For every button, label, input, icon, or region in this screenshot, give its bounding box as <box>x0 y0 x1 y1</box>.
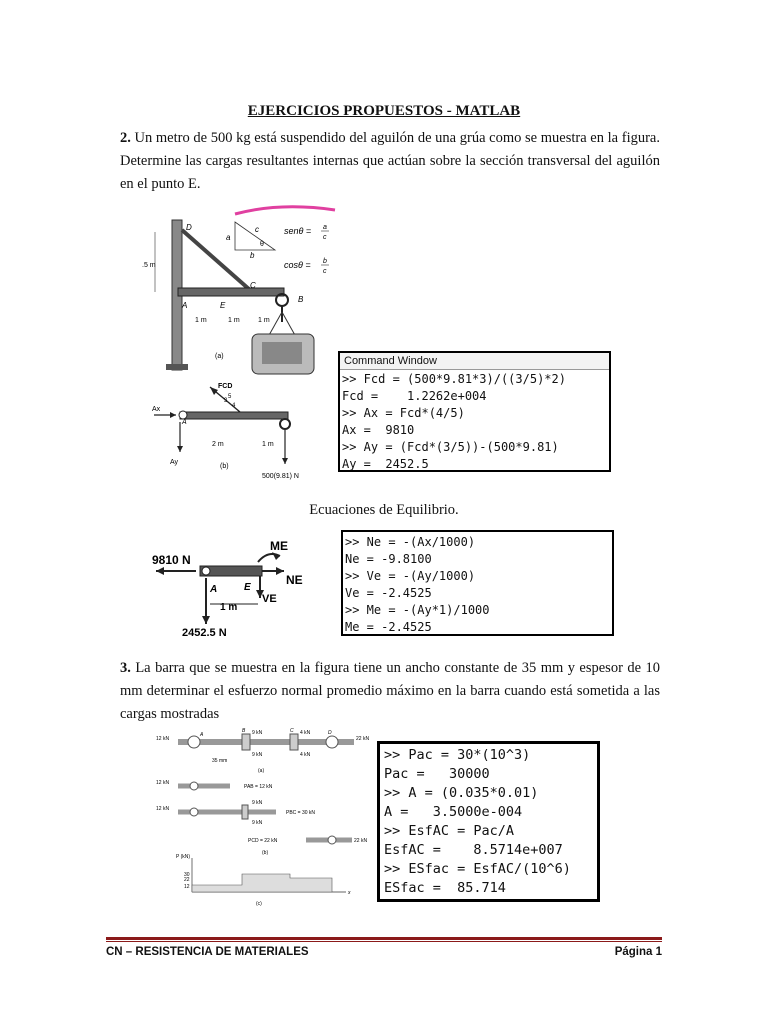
svg-text:c: c <box>323 268 327 275</box>
svg-text:a: a <box>323 224 327 231</box>
footer-rule <box>106 937 662 940</box>
svg-text:4 kN: 4 kN <box>300 752 311 758</box>
cw2-line: Me = -2.4525 <box>345 620 432 634</box>
crane-figure <box>140 202 340 480</box>
svg-text:3: 3 <box>224 398 228 404</box>
cw3-line: A = 3.5000e-004 <box>384 804 523 820</box>
svg-text:E: E <box>220 301 226 310</box>
svg-text:4 kN: 4 kN <box>300 730 311 736</box>
svg-text:A: A <box>182 419 187 426</box>
cw3-line: Pac = 30000 <box>384 766 490 782</box>
bar-figure <box>156 728 378 908</box>
cw2-line: >> Ne = -(Ax/1000) <box>345 535 476 549</box>
svg-text:9 kN: 9 kN <box>252 820 263 826</box>
axial-force-diagram <box>192 874 332 892</box>
svg-text:500(9.81) N: 500(9.81) N <box>262 473 299 480</box>
problem-3-number: 3. <box>120 660 131 676</box>
command-window-3 <box>377 741 600 902</box>
svg-text:9 kN: 9 kN <box>252 800 263 806</box>
svg-text:PCD = 22 kN: PCD = 22 kN <box>248 838 278 844</box>
problem-2-text: Un metro de 500 kg está suspendido del aguilón de una grúa como se muestra en la figura. Determine las cargas resultantes internas que actúan sobre la sección transversal del aguilón en el punto E. <box>120 130 660 192</box>
svg-text:2 m: 2 m <box>212 441 224 448</box>
cw1-line: >> Ay = (Fcd*(3/5))-(500*9.81) <box>342 440 559 454</box>
svg-text:9 kN: 9 kN <box>252 752 263 758</box>
svg-text:B: B <box>242 728 246 734</box>
svg-text:1 m: 1 m <box>220 602 238 613</box>
svg-text:b: b <box>250 251 255 260</box>
svg-text:D: D <box>328 730 332 736</box>
problem-2-number: 2. <box>120 130 131 146</box>
footer-rule-thin <box>106 941 662 942</box>
cw3-line: >> A = (0.035*0.01) <box>384 785 539 801</box>
cw3-line: >> EsfAC = Pac/A <box>384 823 515 839</box>
cw3-line: EsfAC = 8.5714e+007 <box>384 842 563 858</box>
svg-text:a: a <box>226 233 231 242</box>
svg-text:A: A <box>210 584 218 595</box>
svg-text:B: B <box>298 295 304 304</box>
svg-text:22 kN: 22 kN <box>356 736 370 742</box>
svg-text:30: 30 <box>184 872 190 878</box>
cw2-line: Ve = -2.4525 <box>345 586 432 600</box>
footer-course: CN – RESISTENCIA DE MATERIALES <box>106 946 309 958</box>
svg-text:FCD: FCD <box>218 383 233 390</box>
svg-text:D: D <box>186 223 192 232</box>
svg-text:E: E <box>244 582 251 593</box>
svg-text:(a): (a) <box>215 353 224 360</box>
svg-text:35 mm: 35 mm <box>212 758 228 764</box>
footer-page-number: Página 1 <box>614 946 662 958</box>
svg-text:Ax: Ax <box>152 406 161 413</box>
svg-text:(c): (c) <box>256 901 262 907</box>
boom-fbd <box>180 412 288 419</box>
cw3-line: ESfac = 85.714 <box>384 880 506 896</box>
cw2-line: Ne = -9.8100 <box>345 552 432 566</box>
svg-text:5: 5 <box>228 394 232 400</box>
svg-text:1 m: 1 m <box>262 441 274 448</box>
post-base <box>166 364 188 370</box>
svg-text:NE: NE <box>286 573 303 587</box>
svg-text:1 m: 1 m <box>195 317 207 324</box>
page-title: EJERCICIOS PROPUESTOS - MATLAB <box>247 103 521 119</box>
svg-text:.5 m: .5 m <box>142 262 156 269</box>
svg-text:1 m: 1 m <box>228 317 240 324</box>
command-window-1 <box>338 351 611 472</box>
svg-text:x: x <box>348 890 351 896</box>
svg-text:A: A <box>200 732 204 738</box>
svg-text:senθ =: senθ = <box>284 226 312 236</box>
problem-2-statement <box>120 127 660 196</box>
svg-text:Ay: Ay <box>170 459 179 466</box>
cw2-line: >> Me = -(Ay*1)/1000 <box>345 603 490 617</box>
svg-text:b: b <box>323 258 327 265</box>
svg-text:12 kN: 12 kN <box>156 780 170 786</box>
boom <box>178 288 284 296</box>
svg-text:(b): (b) <box>262 850 269 856</box>
svg-text:C: C <box>250 281 256 290</box>
svg-text:9 kN: 9 kN <box>252 730 263 736</box>
cw2-line: >> Ve = -(Ay/1000) <box>345 569 476 583</box>
svg-text:1 m: 1 m <box>258 317 270 324</box>
cw1-line: Fcd = 1.2262e+004 <box>342 389 487 403</box>
cw1-line: Ay = 2452.5 <box>342 457 429 471</box>
segment-fbd <box>148 532 330 640</box>
cw3-line: >> ESfac = EsfAC/(10^6) <box>384 861 571 877</box>
problem-3-statement <box>120 657 660 726</box>
svg-text:c: c <box>255 225 259 234</box>
svg-text:(b): (b) <box>220 463 229 470</box>
strut-dc <box>182 230 250 290</box>
svg-text:(a): (a) <box>258 768 265 774</box>
command-window-header: Command Window <box>340 353 609 370</box>
svg-text:22: 22 <box>184 877 190 883</box>
cw3-line: >> Pac = 30*(10^3) <box>384 747 531 763</box>
svg-text:c: c <box>323 234 327 241</box>
svg-text:4: 4 <box>232 403 236 409</box>
equilibrium-caption: Ecuaciones de Equilibrio. <box>309 502 459 518</box>
svg-text:12: 12 <box>184 884 190 890</box>
svg-text:12 kN: 12 kN <box>156 736 170 742</box>
decorative-arc <box>235 207 335 214</box>
cw1-line: Ax = 9810 <box>342 423 415 437</box>
cw1-line: >> Fcd = (500*9.81*3)/((3/5)*2) <box>342 372 566 386</box>
svg-text:A: A <box>182 301 188 310</box>
svg-text:θ: θ <box>260 241 264 248</box>
svg-text:2452.5 N: 2452.5 N <box>182 627 227 639</box>
svg-text:12 kN: 12 kN <box>156 806 170 812</box>
svg-text:22 kN: 22 kN <box>354 838 368 844</box>
svg-text:VE: VE <box>262 593 277 605</box>
command-window-2 <box>341 530 614 636</box>
svg-text:P (kN): P (kN) <box>176 854 191 860</box>
problem-3-text: La barra que se muestra en la figura tiene un ancho constante de 35 mm y espesor de 10 mm determinar el esfuerzo normal promedio máximo en la barra cuando está sometida a las cargas mostradas <box>120 660 660 722</box>
svg-text:PAB = 12 kN: PAB = 12 kN <box>244 784 273 790</box>
svg-text:cosθ =: cosθ = <box>284 260 311 270</box>
svg-text:9810 N: 9810 N <box>152 553 191 567</box>
svg-text:PBC = 30 kN: PBC = 30 kN <box>286 810 316 816</box>
svg-text:C: C <box>290 728 294 734</box>
svg-text:ME: ME <box>270 539 288 553</box>
cw1-line: >> Ax = Fcd*(4/5) <box>342 406 465 420</box>
